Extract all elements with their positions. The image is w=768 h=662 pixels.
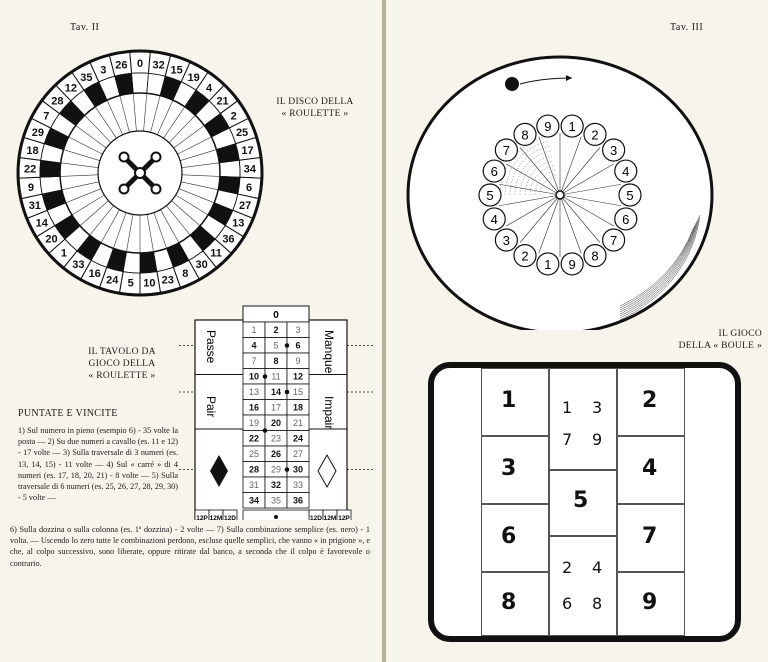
- board-number: 2: [642, 388, 658, 413]
- table-number: 36: [292, 495, 304, 506]
- table-number: 25: [248, 449, 260, 459]
- wheel-number: 18: [26, 144, 39, 157]
- boule-pocket-number: 2: [521, 248, 529, 264]
- wheel-number: 28: [51, 95, 64, 108]
- table-number: 33: [292, 480, 304, 490]
- wheel-number: 14: [35, 217, 48, 230]
- table-number: 15: [292, 387, 304, 397]
- wheel-number: 30: [195, 259, 208, 272]
- wheel-turret-knob: [120, 153, 129, 162]
- label-impair: Impair: [322, 396, 336, 430]
- boule-pocket-number: 9: [544, 119, 552, 135]
- table-caption-line: GIOCO DELLA: [88, 359, 156, 369]
- wheel-pocket: [219, 160, 240, 177]
- boule-pocket-number: 3: [502, 232, 510, 248]
- wheel-number: 17: [241, 144, 254, 157]
- table-number: 34: [248, 495, 260, 506]
- boule-pocket-number: 9: [568, 256, 576, 272]
- boule-pocket-number: 5: [486, 188, 494, 203]
- dozen-label: 12M: [323, 515, 337, 520]
- wheel-number: 34: [243, 163, 257, 176]
- boule-ball: [505, 77, 519, 91]
- bet-marker: [274, 515, 278, 519]
- wheel-number: 33: [72, 259, 85, 272]
- wheel-number: 22: [23, 163, 37, 176]
- table-number: 24: [292, 433, 304, 444]
- table-number: 17: [270, 402, 282, 413]
- wheel-number: 10: [143, 277, 156, 290]
- table-number: 31: [248, 480, 260, 490]
- wheel-number: 19: [187, 71, 200, 84]
- table-number: 28: [248, 464, 260, 475]
- wheel-number: 6: [246, 181, 253, 194]
- wheel-number: 7: [43, 110, 50, 123]
- table-number: 18: [292, 402, 304, 413]
- boule-pocket-number: 8: [521, 127, 529, 143]
- wheel-number: 4: [206, 82, 213, 95]
- wheel-number: 26: [115, 59, 128, 72]
- table-caption-line: « ROULETTE »: [88, 371, 156, 381]
- board-small-number: 4: [592, 558, 603, 577]
- label-passe: Passe: [204, 330, 218, 364]
- table-number: 4: [251, 340, 257, 351]
- board-small-number: 8: [592, 594, 603, 613]
- bet-marker: [285, 343, 290, 348]
- board-number: 6: [501, 524, 517, 549]
- rules-text-continued: 6) Sulla dozzina o sulla colonna (es. 1ª dozzina) - 2 volte — 7) Sulla combinazione semplice (es. nero) - 1 volta. — Uscendo lo zero tutte le combinazioni perdono, escluse quelle semplici, che vanno « in prigione », e che, al colpo successivo, sono liberate, oppure ritirate dal banco, a seconda che il colpo è favorevole o contrario.: [10, 525, 370, 568]
- table-number: 7: [251, 356, 257, 366]
- board-number: 8: [501, 590, 517, 615]
- table-number: 12: [292, 371, 304, 382]
- plate-header-left: Tav. II: [70, 22, 100, 33]
- wheel-pocket: [132, 73, 149, 93]
- dozen-label: 12M: [209, 515, 223, 520]
- table-number: 3: [295, 325, 301, 335]
- table-number: 2: [273, 325, 279, 335]
- roulette-caption-line: « ROULETTE »: [281, 109, 349, 119]
- table-number: 8: [273, 356, 279, 366]
- dozen-label: 12D: [224, 515, 236, 520]
- table-number: 30: [292, 464, 304, 475]
- boule-pocket-number: 1: [544, 256, 552, 272]
- table-number: 23: [270, 433, 282, 444]
- wheel-number: 25: [235, 126, 249, 139]
- table-number: 10: [248, 371, 260, 382]
- rules-title: PUNTATE E VINCITE: [18, 408, 118, 419]
- table-number: 20: [270, 418, 282, 428]
- board-number: 3: [501, 456, 517, 481]
- zero-number: 0: [273, 310, 279, 321]
- wheel-turret-knob: [152, 185, 161, 194]
- wheel-number: 20: [45, 233, 58, 246]
- boule-pocket-number: 3: [610, 143, 618, 159]
- boule-pocket-number: 8: [591, 248, 599, 264]
- wheel-number: 8: [182, 268, 189, 281]
- table-caption: [82, 346, 162, 382]
- dozen-label: 12P: [196, 515, 208, 520]
- wheel-number: 0: [136, 58, 144, 70]
- bet-marker: [263, 428, 268, 433]
- dozen-label: 12D: [310, 515, 322, 520]
- table-number: 29: [270, 464, 282, 475]
- boule-caption: [652, 328, 762, 352]
- boule-pocket-number: 5: [626, 188, 634, 203]
- board-number: 5: [573, 488, 589, 513]
- boule-pocket-number: 7: [610, 232, 618, 248]
- roulette-caption-line: IL DISCO DELLA: [276, 97, 354, 107]
- wheel-number: 3: [100, 64, 107, 77]
- boule-pocket-number: 1: [568, 119, 576, 135]
- table-number: 19: [248, 418, 260, 428]
- bet-marker: [285, 467, 290, 472]
- left-page: [0, 0, 382, 662]
- board-number: 4: [642, 456, 658, 481]
- table-number: 16: [248, 402, 260, 413]
- boule-caption-line: DELLA « BOULE »: [678, 341, 762, 351]
- wheel-number: 29: [31, 126, 45, 139]
- wheel-number: 13: [232, 217, 245, 230]
- board-number: 9: [642, 590, 658, 615]
- wheel-number: 36: [222, 233, 235, 246]
- table-number: 11: [271, 371, 281, 382]
- board-cell: [549, 368, 617, 470]
- table-number: 26: [270, 449, 282, 459]
- wheel-turret-center: [135, 168, 145, 178]
- boule-pocket-number: 4: [622, 164, 630, 180]
- bet-marker: [285, 390, 290, 395]
- boule-pocket-number: 6: [622, 211, 630, 227]
- plate-header-right: Tav. III: [670, 22, 704, 33]
- wheel-number: 32: [152, 59, 165, 72]
- boule-pocket-number: 2: [591, 127, 599, 143]
- board-small-number: 9: [592, 430, 603, 449]
- roulette-wheel: [15, 48, 265, 298]
- table-caption-line: IL TAVOLO DA: [88, 347, 156, 357]
- wheel-number: 27: [239, 200, 252, 213]
- wheel-number: 9: [27, 181, 34, 194]
- wheel-turret-knob: [120, 185, 129, 194]
- table-number: 6: [295, 340, 301, 351]
- roulette-caption: [270, 96, 360, 120]
- boule-pocket-number: 4: [490, 211, 498, 227]
- wheel-pocket: [140, 252, 157, 273]
- table-number: 14: [270, 387, 282, 397]
- wheel-number: 24: [106, 274, 119, 287]
- board-small-number: 7: [562, 430, 573, 449]
- table-number: 35: [270, 495, 282, 506]
- table-number: 22: [248, 433, 260, 444]
- board-number: 1: [501, 388, 517, 413]
- boule-hub: [556, 191, 564, 199]
- table-number: 5: [273, 340, 279, 351]
- board-number: 7: [642, 524, 658, 549]
- roulette-table: [175, 300, 375, 520]
- wheel-number: 2: [230, 110, 237, 123]
- wheel-number: 21: [216, 95, 229, 108]
- boule-caption-line: IL GIOCO: [718, 329, 762, 339]
- wheel-number: 12: [64, 82, 78, 95]
- wheel-number: 15: [170, 64, 183, 77]
- bet-marker: [263, 374, 268, 379]
- board-cell: [549, 536, 617, 636]
- table-number: 1: [251, 325, 257, 335]
- label-manque: Manque: [322, 330, 336, 374]
- wheel-number: 1: [60, 247, 67, 260]
- table-number: 32: [270, 480, 282, 490]
- boule-pocket-number: 7: [502, 143, 510, 159]
- wheel-number: 35: [80, 71, 93, 84]
- wheel-number: 11: [210, 247, 222, 260]
- table-number: 21: [292, 418, 304, 428]
- table-number: 13: [248, 387, 260, 397]
- board-small-number: 2: [562, 558, 573, 577]
- wheel-number: 5: [127, 277, 134, 290]
- boule-wheel: [402, 40, 714, 330]
- wheel-number: 16: [88, 268, 101, 281]
- wheel-number: 23: [161, 274, 174, 287]
- wheel-number: 31: [28, 200, 41, 213]
- board-small-number: 3: [592, 398, 603, 417]
- wheel-turret-knob: [152, 153, 161, 162]
- dozen-label: 12P: [338, 515, 350, 520]
- boule-board: [428, 362, 741, 642]
- table-number: 9: [295, 356, 301, 366]
- label-pair: Pair: [204, 396, 218, 418]
- boule-pocket-number: 6: [490, 164, 498, 180]
- board-small-number: 6: [562, 594, 573, 613]
- table-number: 27: [292, 449, 304, 459]
- board-small-number: 1: [562, 398, 573, 417]
- rules-text: 1) Sul numero in pieno (esempio 6) - 35 volte la posta — 2) Su due numeri a cavallo (es. 11 e 12) - 17 volte — 3) Sulla traversale di 3 numeri (es. 13, 14, 15) - 11 volte — 4) Sul « carré » di 4 numeri (es. 17, 18, 20, 21) - 8 volte — 5) Sulla traversale di 6 numeri (es. 25, 26, 27, 28, 29, 30) - 5 volte —: [18, 426, 178, 503]
